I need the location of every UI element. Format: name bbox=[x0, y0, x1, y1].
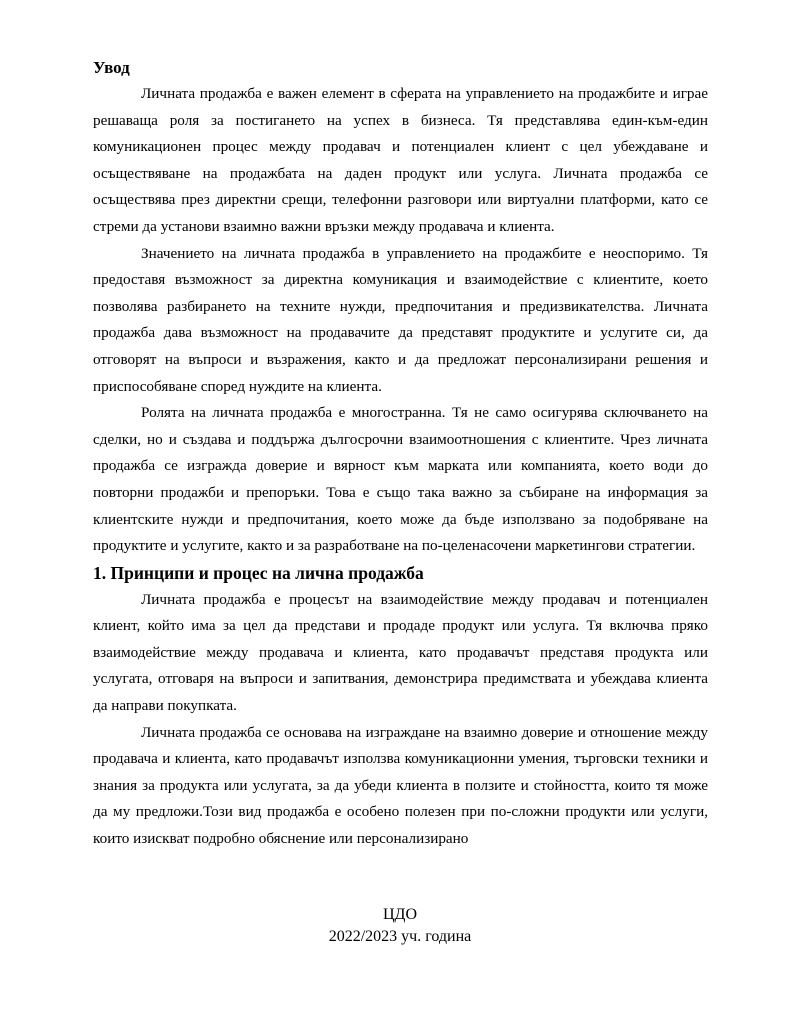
intro-paragraph-3: Ролята на личната продажба е многостранна. Тя не само осигурява сключването на сделки, но и създава и поддържа дългосрочни взаимоотношения с клиентите. Чрез личната продажба се изгражда доверие и вярност към марката или компанията, което води до повторни продажби и препоръки. Това е също така важно за събиране на информация за клиентските нужди и предпочитания, което може да бъде използвано за подобряване на продуктите и услугите, както и за разработване на по-целенасочени маркетингови стратегии. bbox=[93, 404, 708, 555]
section-1-paragraph-1: Личната продажба е процесът на взаимодействие между продавач и потенциален клиент, който има за цел да представи и продаде продукт или услуга. Тя включва пряко взаимодействие между продавача и клиента, като продавачът представя продукта или услугата, отговаря на въпроси и запитвания, демонстрира предимствата и убеждава клиента да направи покупката. bbox=[93, 590, 708, 715]
intro-heading: Увод bbox=[93, 58, 130, 77]
page-footer bbox=[0, 904, 800, 948]
intro-paragraph-2: Значението на личната продажба в управлението на продажбите е неоспоримо. Тя предоставя възможност за директна комуникация и взаимодействие с клиентите, което позволява разбирането на техните нужди, предпочитания и предизвикателства. Личната продажба дава възможност на продавачите да представят продуктите и услугите си, да отговорят на въпроси и възражения, както и да предложат персонализирани решения и приспособяване според нуждите на клиента. bbox=[93, 244, 708, 395]
intro-paragraph-1: Личната продажба е важен елемент в сферата на управлението на продажбите и играе решаваща роля за постигането на успех в бизнеса. Тя представлява един-към-един комуникационен процес между продавач и потенциален клиент с цел убеждаване и осъществяване на продажбата на даден продукт или услуга. Личната продажба се осъществява през директни срещи, телефонни разговори или виртуални платформи, като се стреми да установи взаимно важни връзки между продавача и клиента. bbox=[93, 85, 708, 235]
section-1-heading: 1. Принципи и процес на лична продажба bbox=[93, 562, 424, 583]
footer-academic-year: 2022/2023 уч. година bbox=[328, 928, 472, 945]
page-content bbox=[93, 54, 708, 853]
footer-institution: ЦДО bbox=[382, 906, 418, 923]
section-1-paragraph-2: Личната продажба се основава на изграждане на взаимно доверие и отношение между продавача и клиента, като продавачът използва комуникационни умения, търговски техники и знания за продукта или услугата, за да убеди клиента в ползите и стойността, които тя може да му предложи.Този вид продажба е особено полезен при по-сложни продукти или услуги, които изискват подробно обяснение или персонализирано bbox=[93, 723, 708, 848]
